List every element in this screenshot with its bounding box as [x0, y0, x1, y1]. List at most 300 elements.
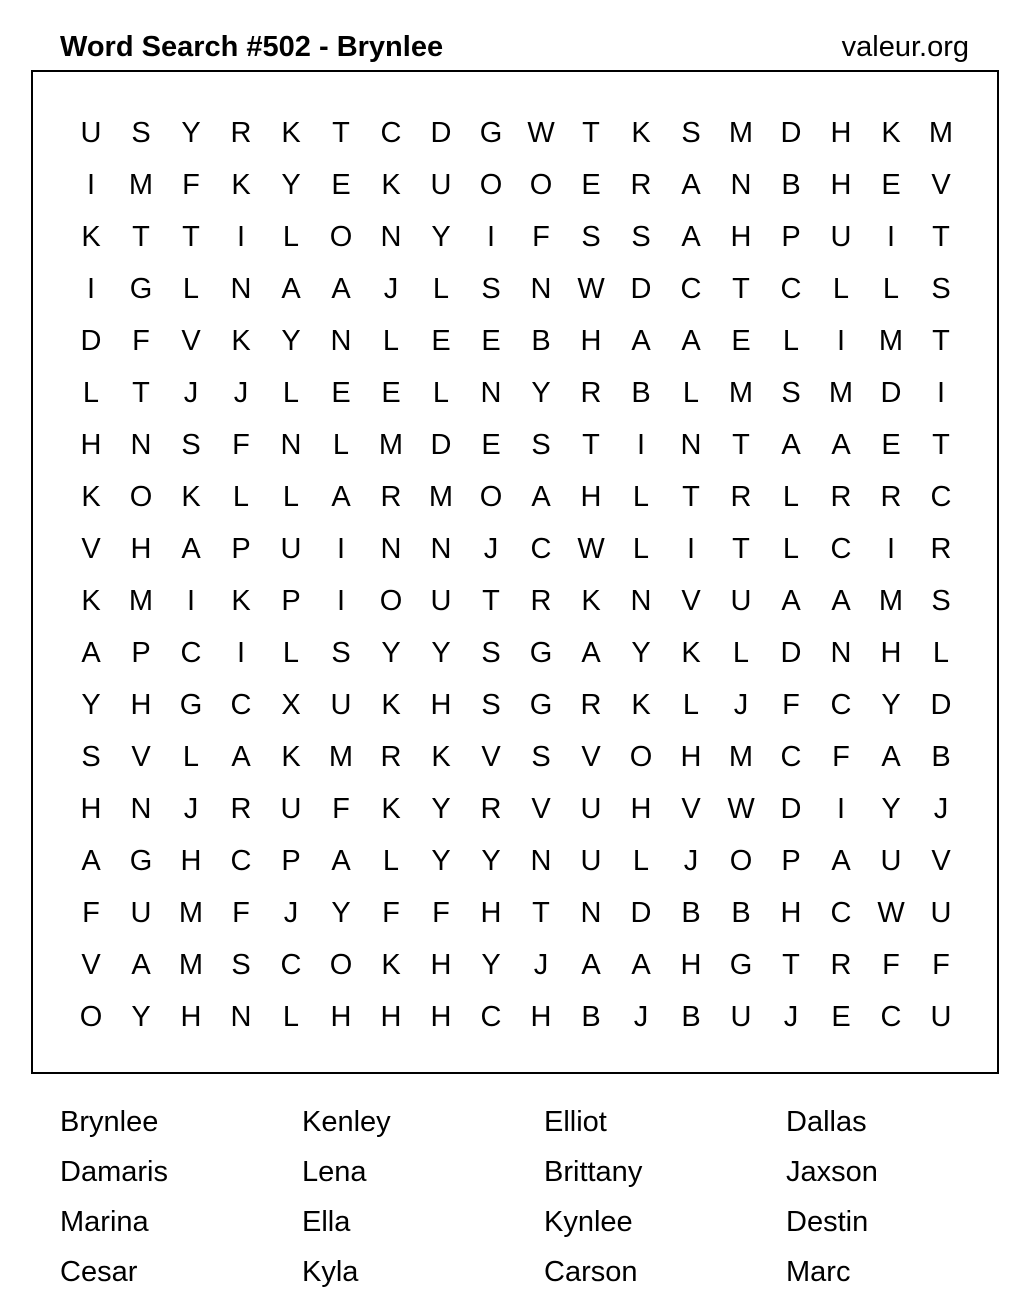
grid-cell[interactable]: T — [782, 949, 800, 981]
grid-cell[interactable]: M — [128, 585, 154, 617]
grid-cell[interactable]: L — [732, 637, 750, 669]
grid-cell[interactable]: V — [481, 741, 501, 773]
grid-cell[interactable]: Y — [881, 793, 901, 825]
grid-cell[interactable]: E — [481, 429, 501, 461]
grid-cell[interactable]: U — [580, 793, 602, 825]
grid-cell[interactable]: F — [232, 429, 250, 461]
grid-cell[interactable]: L — [282, 377, 300, 409]
grid-cell[interactable]: T — [182, 221, 200, 253]
grid-cell[interactable]: I — [186, 585, 196, 617]
grid-cell[interactable]: L — [782, 481, 800, 513]
grid-cell[interactable]: S — [531, 429, 551, 461]
grid-cell[interactable]: L — [432, 273, 450, 305]
grid-cell[interactable]: A — [81, 637, 101, 669]
grid-cell[interactable]: F — [882, 949, 900, 981]
grid-cell[interactable]: T — [732, 533, 750, 565]
grid-cell[interactable]: B — [531, 325, 551, 357]
grid-cell[interactable]: I — [86, 273, 96, 305]
grid-cell[interactable]: U — [830, 221, 852, 253]
grid-cell[interactable]: F — [182, 169, 200, 201]
grid-cell[interactable]: A — [581, 637, 601, 669]
grid-cell[interactable]: G — [129, 273, 153, 305]
grid-cell[interactable]: L — [932, 637, 950, 669]
grid-cell[interactable]: E — [331, 377, 351, 409]
grid-cell[interactable]: H — [680, 949, 702, 981]
grid-cell[interactable]: N — [330, 325, 352, 357]
grid-cell[interactable]: A — [181, 533, 201, 565]
grid-cell[interactable]: K — [381, 793, 401, 825]
grid-cell[interactable]: K — [81, 585, 101, 617]
grid-cell[interactable]: V — [931, 169, 951, 201]
grid-cell[interactable]: C — [530, 533, 552, 565]
grid-cell[interactable]: D — [880, 377, 902, 409]
grid-cell[interactable]: T — [682, 481, 700, 513]
grid-cell[interactable]: S — [481, 273, 501, 305]
grid-cell[interactable]: K — [81, 221, 101, 253]
grid-cell[interactable]: U — [130, 897, 152, 929]
grid-cell[interactable]: U — [80, 117, 102, 149]
grid-cell[interactable]: J — [683, 845, 699, 877]
grid-cell[interactable]: L — [282, 221, 300, 253]
grid-cell[interactable]: T — [132, 221, 150, 253]
grid-cell[interactable]: T — [482, 585, 500, 617]
grid-cell[interactable]: N — [530, 273, 552, 305]
grid-cell[interactable]: E — [831, 1001, 851, 1033]
grid-cell[interactable]: H — [80, 793, 102, 825]
grid-cell[interactable]: R — [730, 481, 752, 513]
grid-cell[interactable]: L — [282, 481, 300, 513]
grid-cell[interactable]: K — [231, 585, 251, 617]
grid-cell[interactable]: J — [633, 1001, 649, 1033]
grid-cell[interactable]: I — [886, 533, 896, 565]
grid-cell[interactable]: S — [131, 117, 151, 149]
grid-cell[interactable]: R — [930, 533, 952, 565]
grid-cell[interactable]: N — [230, 1001, 252, 1033]
grid-cell[interactable]: A — [781, 585, 801, 617]
grid-cell[interactable]: N — [130, 793, 152, 825]
grid-cell[interactable]: H — [130, 533, 152, 565]
grid-cell[interactable]: G — [129, 845, 153, 877]
grid-cell[interactable]: P — [781, 221, 801, 253]
grid-cell[interactable]: N — [380, 533, 402, 565]
grid-cell[interactable]: D — [630, 897, 652, 929]
grid-cell[interactable]: A — [681, 221, 701, 253]
grid-cell[interactable]: V — [931, 845, 951, 877]
grid-cell[interactable]: A — [831, 429, 851, 461]
grid-cell[interactable]: X — [281, 689, 301, 721]
grid-cell[interactable]: K — [381, 689, 401, 721]
grid-cell[interactable]: H — [330, 1001, 352, 1033]
grid-cell[interactable]: O — [479, 481, 503, 513]
grid-cell[interactable]: S — [931, 585, 951, 617]
grid-cell[interactable]: K — [581, 585, 601, 617]
grid-cell[interactable]: R — [230, 793, 252, 825]
grid-cell[interactable]: V — [131, 741, 151, 773]
grid-cell[interactable]: G — [479, 117, 503, 149]
grid-cell[interactable]: C — [680, 273, 702, 305]
grid-cell[interactable]: R — [530, 585, 552, 617]
grid-cell[interactable]: U — [880, 845, 902, 877]
grid-cell[interactable]: K — [381, 169, 401, 201]
grid-cell[interactable]: P — [231, 533, 251, 565]
grid-cell[interactable]: D — [780, 793, 802, 825]
grid-cell[interactable]: V — [181, 325, 201, 357]
grid-cell[interactable]: K — [231, 169, 251, 201]
grid-cell[interactable]: F — [232, 897, 250, 929]
grid-cell[interactable]: O — [329, 949, 353, 981]
grid-cell[interactable]: U — [930, 1001, 952, 1033]
grid-cell[interactable]: B — [631, 377, 651, 409]
grid-cell[interactable]: M — [878, 325, 904, 357]
grid-cell[interactable]: D — [630, 273, 652, 305]
grid-cell[interactable]: O — [329, 221, 353, 253]
grid-cell[interactable]: T — [732, 273, 750, 305]
grid-cell[interactable]: H — [180, 845, 202, 877]
grid-cell[interactable]: L — [182, 273, 200, 305]
grid-cell[interactable]: N — [380, 221, 402, 253]
grid-cell[interactable]: U — [430, 169, 452, 201]
grid-cell[interactable]: U — [280, 793, 302, 825]
grid-cell[interactable]: G — [529, 689, 553, 721]
grid-cell[interactable]: J — [183, 793, 199, 825]
grid-cell[interactable]: B — [781, 169, 801, 201]
grid-cell[interactable]: J — [783, 1001, 799, 1033]
grid-cell[interactable]: C — [830, 533, 852, 565]
grid-cell[interactable]: N — [830, 637, 852, 669]
grid-cell[interactable]: H — [530, 1001, 552, 1033]
grid-cell[interactable]: D — [430, 117, 452, 149]
grid-cell[interactable]: L — [182, 741, 200, 773]
grid-cell[interactable]: L — [382, 845, 400, 877]
grid-cell[interactable]: C — [230, 689, 252, 721]
grid-cell[interactable]: K — [431, 741, 451, 773]
grid-cell[interactable]: C — [830, 897, 852, 929]
grid-cell[interactable]: V — [581, 741, 601, 773]
grid-cell[interactable]: A — [331, 845, 351, 877]
grid-cell[interactable]: S — [631, 221, 651, 253]
grid-cell[interactable]: C — [930, 481, 952, 513]
grid-cell[interactable]: S — [331, 637, 351, 669]
grid-cell[interactable]: Y — [431, 221, 451, 253]
grid-cell[interactable]: H — [830, 169, 852, 201]
grid-cell[interactable]: N — [630, 585, 652, 617]
grid-cell[interactable]: L — [682, 689, 700, 721]
grid-cell[interactable]: A — [631, 949, 651, 981]
grid-cell[interactable]: A — [331, 273, 351, 305]
grid-cell[interactable]: M — [728, 741, 754, 773]
grid-cell[interactable]: U — [330, 689, 352, 721]
grid-cell[interactable]: U — [430, 585, 452, 617]
grid-cell[interactable]: S — [931, 273, 951, 305]
grid-cell[interactable]: F — [432, 897, 450, 929]
grid-cell[interactable]: G — [179, 689, 203, 721]
grid-cell[interactable]: J — [183, 377, 199, 409]
grid-cell[interactable]: H — [430, 949, 452, 981]
grid-cell[interactable]: K — [281, 117, 301, 149]
grid-cell[interactable]: I — [236, 221, 246, 253]
grid-cell[interactable]: T — [932, 429, 950, 461]
grid-cell[interactable]: I — [886, 221, 896, 253]
grid-cell[interactable]: W — [577, 273, 605, 305]
grid-cell[interactable]: A — [281, 273, 301, 305]
grid-cell[interactable]: H — [380, 1001, 402, 1033]
grid-cell[interactable]: N — [580, 897, 602, 929]
grid-cell[interactable]: L — [682, 377, 700, 409]
grid-cell[interactable]: J — [933, 793, 949, 825]
grid-cell[interactable]: B — [931, 741, 951, 773]
grid-cell[interactable]: J — [283, 897, 299, 929]
grid-cell[interactable]: I — [336, 585, 346, 617]
grid-cell[interactable]: T — [582, 429, 600, 461]
grid-cell[interactable]: L — [882, 273, 900, 305]
grid-cell[interactable]: P — [281, 585, 301, 617]
grid-cell[interactable]: R — [580, 689, 602, 721]
grid-cell[interactable]: K — [181, 481, 201, 513]
grid-cell[interactable]: L — [82, 377, 100, 409]
grid-cell[interactable]: A — [681, 325, 701, 357]
grid-cell[interactable]: O — [79, 1001, 103, 1033]
grid-cell[interactable]: V — [681, 793, 701, 825]
grid-cell[interactable]: V — [81, 949, 101, 981]
grid-cell[interactable]: E — [731, 325, 751, 357]
grid-cell[interactable]: U — [730, 1001, 752, 1033]
grid-cell[interactable]: H — [430, 689, 452, 721]
grid-cell[interactable]: H — [730, 221, 752, 253]
grid-cell[interactable]: Y — [181, 117, 201, 149]
grid-cell[interactable]: Y — [281, 325, 301, 357]
grid-cell[interactable]: L — [632, 481, 650, 513]
grid-cell[interactable]: J — [733, 689, 749, 721]
grid-cell[interactable]: S — [781, 377, 801, 409]
grid-cell[interactable]: C — [180, 637, 202, 669]
grid-cell[interactable]: L — [432, 377, 450, 409]
grid-cell[interactable]: K — [631, 689, 651, 721]
grid-cell[interactable]: K — [681, 637, 701, 669]
grid-cell[interactable]: P — [281, 845, 301, 877]
grid-cell[interactable]: H — [480, 897, 502, 929]
grid-cell[interactable]: G — [529, 637, 553, 669]
grid-cell[interactable]: I — [636, 429, 646, 461]
grid-cell[interactable]: A — [331, 481, 351, 513]
grid-cell[interactable]: Y — [131, 1001, 151, 1033]
grid-cell[interactable]: K — [281, 741, 301, 773]
grid-cell[interactable]: M — [878, 585, 904, 617]
grid-cell[interactable]: A — [781, 429, 801, 461]
grid-cell[interactable]: Y — [431, 845, 451, 877]
grid-cell[interactable]: R — [480, 793, 502, 825]
grid-cell[interactable]: I — [836, 793, 846, 825]
grid-cell[interactable]: D — [430, 429, 452, 461]
grid-cell[interactable]: L — [782, 325, 800, 357]
grid-cell[interactable]: F — [332, 793, 350, 825]
grid-cell[interactable]: E — [381, 377, 401, 409]
grid-cell[interactable]: D — [780, 117, 802, 149]
grid-cell[interactable]: H — [780, 897, 802, 929]
grid-cell[interactable]: M — [728, 377, 754, 409]
grid-cell[interactable]: I — [686, 533, 696, 565]
grid-cell[interactable]: N — [530, 845, 552, 877]
grid-cell[interactable]: S — [681, 117, 701, 149]
grid-cell[interactable]: U — [930, 897, 952, 929]
grid-cell[interactable]: K — [81, 481, 101, 513]
grid-cell[interactable]: N — [230, 273, 252, 305]
grid-cell[interactable]: Y — [881, 689, 901, 721]
grid-cell[interactable]: E — [431, 325, 451, 357]
grid-cell[interactable]: W — [577, 533, 605, 565]
grid-cell[interactable]: M — [928, 117, 954, 149]
grid-cell[interactable]: C — [830, 689, 852, 721]
grid-cell[interactable]: I — [236, 637, 246, 669]
grid-cell[interactable]: Y — [431, 793, 451, 825]
grid-cell[interactable]: H — [630, 793, 652, 825]
grid-cell[interactable]: K — [631, 117, 651, 149]
grid-cell[interactable]: R — [380, 741, 402, 773]
grid-cell[interactable]: P — [131, 637, 151, 669]
grid-cell[interactable]: C — [230, 845, 252, 877]
grid-cell[interactable]: U — [280, 533, 302, 565]
grid-cell[interactable]: I — [336, 533, 346, 565]
grid-cell[interactable]: P — [781, 845, 801, 877]
grid-cell[interactable]: Y — [631, 637, 651, 669]
grid-cell[interactable]: O — [479, 169, 503, 201]
grid-cell[interactable]: H — [180, 1001, 202, 1033]
grid-cell[interactable]: T — [932, 325, 950, 357]
grid-cell[interactable]: F — [132, 325, 150, 357]
grid-cell[interactable]: A — [831, 585, 851, 617]
grid-cell[interactable]: U — [730, 585, 752, 617]
grid-cell[interactable]: M — [728, 117, 754, 149]
grid-cell[interactable]: D — [780, 637, 802, 669]
grid-cell[interactable]: K — [381, 949, 401, 981]
grid-cell[interactable]: S — [531, 741, 551, 773]
grid-cell[interactable]: L — [632, 845, 650, 877]
grid-cell[interactable]: M — [378, 429, 404, 461]
grid-cell[interactable]: K — [881, 117, 901, 149]
grid-cell[interactable]: L — [382, 325, 400, 357]
grid-cell[interactable]: R — [880, 481, 902, 513]
grid-cell[interactable]: J — [233, 377, 249, 409]
grid-cell[interactable]: A — [831, 845, 851, 877]
grid-cell[interactable]: M — [328, 741, 354, 773]
grid-cell[interactable]: T — [532, 897, 550, 929]
grid-cell[interactable]: T — [132, 377, 150, 409]
grid-cell[interactable]: N — [130, 429, 152, 461]
grid-cell[interactable]: I — [486, 221, 496, 253]
grid-cell[interactable]: E — [331, 169, 351, 201]
grid-cell[interactable]: E — [881, 169, 901, 201]
grid-cell[interactable]: C — [280, 949, 302, 981]
grid-cell[interactable]: N — [730, 169, 752, 201]
grid-cell[interactable]: C — [880, 1001, 902, 1033]
grid-cell[interactable]: S — [231, 949, 251, 981]
grid-cell[interactable]: O — [129, 481, 153, 513]
grid-cell[interactable]: D — [80, 325, 102, 357]
grid-cell[interactable]: C — [380, 117, 402, 149]
grid-cell[interactable]: C — [780, 273, 802, 305]
grid-cell[interactable]: D — [930, 689, 952, 721]
grid-cell[interactable]: M — [128, 169, 154, 201]
grid-cell[interactable]: R — [830, 949, 852, 981]
grid-cell[interactable]: N — [680, 429, 702, 461]
grid-cell[interactable]: I — [936, 377, 946, 409]
grid-cell[interactable]: Y — [281, 169, 301, 201]
grid-cell[interactable]: E — [881, 429, 901, 461]
grid-cell[interactable]: M — [428, 481, 454, 513]
grid-cell[interactable]: W — [727, 793, 755, 825]
grid-cell[interactable]: O — [729, 845, 753, 877]
grid-cell[interactable]: A — [131, 949, 151, 981]
grid-cell[interactable]: S — [181, 429, 201, 461]
grid-cell[interactable]: M — [828, 377, 854, 409]
grid-cell[interactable]: V — [681, 585, 701, 617]
grid-cell[interactable]: K — [231, 325, 251, 357]
grid-cell[interactable]: T — [332, 117, 350, 149]
grid-cell[interactable]: I — [86, 169, 96, 201]
grid-cell[interactable]: L — [282, 637, 300, 669]
grid-cell[interactable]: E — [581, 169, 601, 201]
grid-cell[interactable]: H — [580, 325, 602, 357]
grid-cell[interactable]: T — [582, 117, 600, 149]
grid-cell[interactable]: R — [830, 481, 852, 513]
grid-cell[interactable]: Y — [531, 377, 551, 409]
grid-cell[interactable]: J — [383, 273, 399, 305]
grid-cell[interactable]: H — [580, 481, 602, 513]
grid-cell[interactable]: V — [531, 793, 551, 825]
grid-cell[interactable]: L — [282, 1001, 300, 1033]
grid-cell[interactable]: H — [830, 117, 852, 149]
grid-cell[interactable]: F — [532, 221, 550, 253]
grid-cell[interactable]: J — [533, 949, 549, 981]
grid-cell[interactable]: R — [580, 377, 602, 409]
grid-cell[interactable]: R — [630, 169, 652, 201]
grid-cell[interactable]: J — [483, 533, 499, 565]
grid-cell[interactable]: V — [81, 533, 101, 565]
grid-cell[interactable]: A — [531, 481, 551, 513]
grid-cell[interactable]: N — [430, 533, 452, 565]
grid-cell[interactable]: Y — [431, 637, 451, 669]
grid-cell[interactable]: N — [280, 429, 302, 461]
grid-cell[interactable]: S — [481, 637, 501, 669]
grid-cell[interactable]: I — [836, 325, 846, 357]
grid-cell[interactable]: F — [932, 949, 950, 981]
grid-cell[interactable]: A — [631, 325, 651, 357]
grid-cell[interactable]: B — [731, 897, 751, 929]
grid-cell[interactable]: T — [932, 221, 950, 253]
grid-cell[interactable]: H — [80, 429, 102, 461]
grid-cell[interactable]: G — [729, 949, 753, 981]
grid-cell[interactable]: W — [527, 117, 555, 149]
grid-cell[interactable]: Y — [481, 949, 501, 981]
grid-cell[interactable]: F — [82, 897, 100, 929]
grid-cell[interactable]: L — [332, 429, 350, 461]
grid-cell[interactable]: U — [580, 845, 602, 877]
grid-cell[interactable]: L — [782, 533, 800, 565]
grid-cell[interactable]: M — [178, 897, 204, 929]
grid-cell[interactable]: B — [581, 1001, 601, 1033]
grid-cell[interactable]: L — [232, 481, 250, 513]
grid-cell[interactable]: F — [782, 689, 800, 721]
grid-cell[interactable]: A — [881, 741, 901, 773]
grid-cell[interactable]: Y — [81, 689, 101, 721]
grid-cell[interactable]: O — [379, 585, 403, 617]
grid-cell[interactable]: B — [681, 897, 701, 929]
grid-cell[interactable]: R — [230, 117, 252, 149]
grid-cell[interactable]: F — [832, 741, 850, 773]
grid-cell[interactable]: B — [681, 1001, 701, 1033]
grid-cell[interactable]: F — [382, 897, 400, 929]
grid-cell[interactable]: C — [480, 1001, 502, 1033]
grid-cell[interactable]: A — [581, 949, 601, 981]
